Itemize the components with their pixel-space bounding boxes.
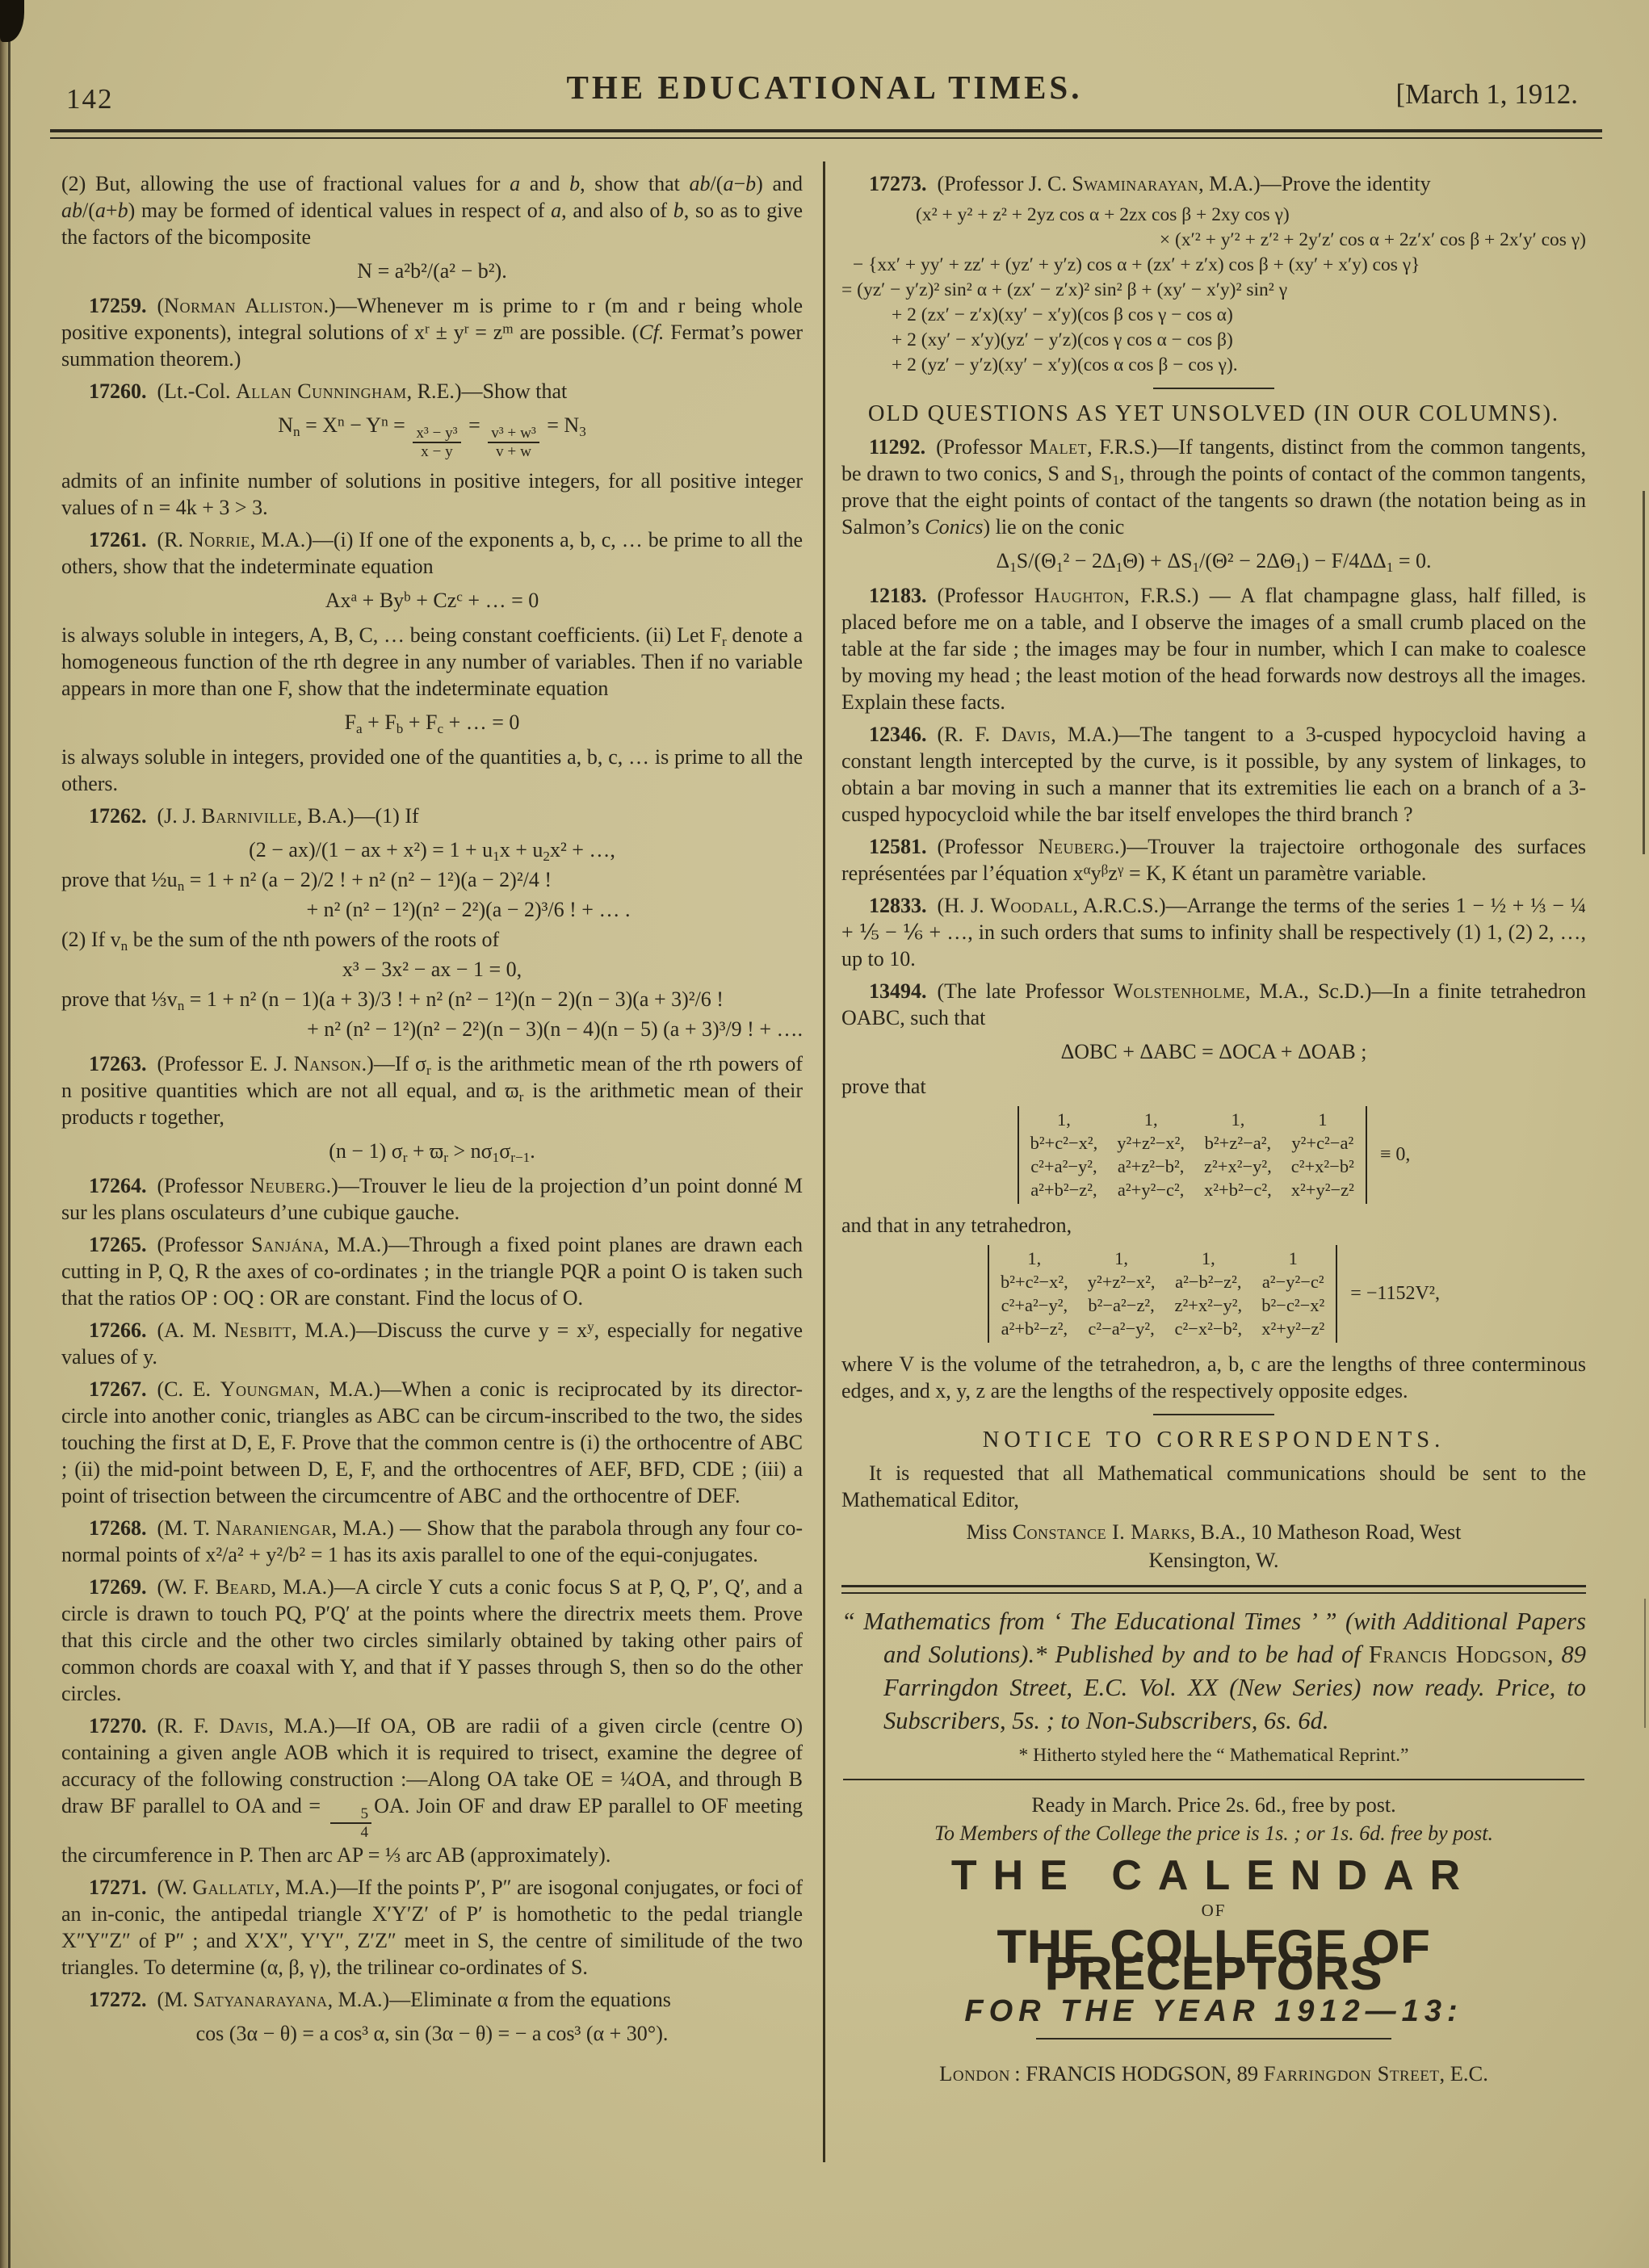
paragraph: [61, 1986, 803, 2013]
determinant-cell: 1: [1318, 1109, 1328, 1130]
equation-line: $F_a + F_b + F_c$ + … = 0: [344, 710, 520, 736]
centered-line: [841, 1547, 1586, 1574]
text-run: Nesbitt: [224, 1318, 292, 1342]
equation-line: (2) If $v_n$ be the sum of the nth powers of the roots of: [61, 927, 500, 954]
calendar-line: THE COLLEGE OF PRECEPTORS: [997, 1921, 1431, 2000]
paragraph: [841, 1073, 1586, 1100]
paragraph: [841, 170, 1586, 197]
equation-line: $Ax^a + By^b + Cz^c$ + … = 0: [325, 588, 539, 612]
equation-line: N = a²b²/(a² − b²).: [357, 259, 507, 283]
text-run: 17267.: [89, 1377, 147, 1401]
text-run: 12833.: [869, 894, 927, 917]
calendar-line: THE CALENDAR: [950, 1852, 1477, 1899]
text-run: (Professor J. C.: [926, 172, 1072, 195]
determinant-equals: ≡ 0,: [1379, 1144, 1411, 1165]
text-run: Nanson: [293, 1051, 362, 1075]
determinant-cell: b²−a²−z²,: [1088, 1295, 1155, 1315]
text-run: −: [733, 172, 746, 195]
text-run: London: [939, 2061, 1010, 2086]
paragraph: [61, 622, 803, 702]
text-run: Norrie: [189, 527, 250, 551]
paragraph: [61, 1231, 803, 1311]
rule: [1153, 1414, 1274, 1415]
scan-corner-artifact: [0, 0, 24, 42]
determinant: [841, 1106, 1586, 1204]
determinant-cell: 1,: [1231, 1109, 1245, 1130]
equation-line: + 2 (yz′ − y′z)(xy′ − x′y)(cos α cos β − cos γ).: [892, 354, 1238, 375]
determinant-grid: [1018, 1106, 1367, 1204]
section-heading: NOTICE TO CORRESPONDENTS.: [982, 1427, 1445, 1453]
text-run: Conics: [925, 515, 984, 539]
text-run: 17262.: [89, 803, 147, 828]
text-run: 12346.: [869, 723, 927, 746]
text-run: , M.A.)—Prove the identity: [1198, 172, 1431, 195]
equation: [841, 1037, 1586, 1067]
text-run: .)—Trouver la trajectoire orthogonale des surfaces représentées par l’équation $x^\alpha y^\beta z^\gamma = K$, K étant un paramètre variable.: [841, 835, 1587, 885]
text-run: Constance I. Marks: [1012, 1520, 1190, 1544]
text-run: , M.A.)—If the points P′, P″ are isogonal conjugates, or foci of an in-conic, the antipedal triangle X′Y′Z′ of P′ is homothetic to the pedal triangle X″Y″Z″ of P″ ; and X′X″, Y′Y″, Z′Z″ meet in S, the centre of similitude of the two triangles. To determine (α, β, γ), the trilinear co-ordinates of S.: [61, 1875, 804, 1979]
text-run: ) and: [756, 172, 804, 195]
text-run: 17272.: [89, 1987, 147, 2011]
text-run: Francis Hodgson: [1368, 1641, 1547, 1668]
text-run: 11292.: [869, 435, 926, 459]
text-run: (R. F.: [146, 1713, 220, 1738]
paragraph: [841, 1351, 1586, 1404]
text-run: a: [551, 199, 562, 222]
determinant-cell: c²+a²−y²,: [1001, 1295, 1068, 1315]
centered-line: [841, 2060, 1586, 2087]
text-run: Malet: [1029, 435, 1088, 459]
text-run: (M. T.: [146, 1515, 216, 1540]
text-run: , and also of: [561, 199, 673, 222]
text-run: where V is the volume of the tetrahedron, a, b, c are the lengths of three conterminous edges, and x, y, z are the lengths of the respectively opposite edges.: [841, 1352, 1586, 1402]
equation-line: − {xx′ + yy′ + zz′ + (yz′ + y′z) cos α + (zx′ + z′x) cos β + (xy′ + x′y) cos γ}: [853, 254, 1420, 275]
paragraph: [841, 978, 1586, 1031]
text-run: Sanjána: [251, 1232, 325, 1256]
text-run: .)—Whenever m is prime to r (m and r being whole positive exponents), integral solutions of $x^r \pm y^r = z^m$ are possible. (: [61, 294, 803, 344]
header-double-rule: [50, 129, 1602, 139]
determinant-cell: z²+x²−y²,: [1204, 1156, 1272, 1176]
scan-edge-artifact-right-2: [1644, 1599, 1646, 1728]
equation-line: + 2 (zx′ − z′x)(xy′ − x′y)(cos β cos γ − cos α): [892, 304, 1233, 325]
text-run: Davis: [219, 1713, 269, 1738]
determinant-cell: 1: [1288, 1248, 1298, 1268]
text-run: , F.R.S.) — A flat champagne glass, half filled, is placed before me on a table, and I observe the images of a small crumb placed on the table at the far side ; the images may be four in number, which I can make to coalesce by moving my head ; the least motion of the head forwards now destroys all the images. Explain these facts.: [841, 584, 1586, 714]
determinant-cell: a²+b²−z²,: [1030, 1180, 1097, 1200]
text-run: , M.A.)—If OA, OB are radii of a given circle (centre O) containing a given angle AOB which it is required to trisect, examine the degree of accuracy of the following construction :—Along OA take OE = ¼OA, and through B draw BF parallel to OA and = $\frac{5}{4}$ OA. Join OF and draw EP parallel to OF meeting the circumference in P. Then arc AP = ⅓ arc AB (approximately).: [61, 1713, 803, 1867]
equation-line: $\Delta_1S/(\Theta_1^2 - 2\Delta_1\Theta) + \Delta S_1/(\Theta^2 - 2\Delta\Theta_1) - F/4\Delta\Delta_1 = 0$.: [996, 549, 1432, 575]
text-run: 17261.: [89, 527, 147, 551]
column-right: [841, 165, 1586, 2089]
text-run: Davis: [1001, 723, 1051, 746]
determinant-cell: y²+z²−x²,: [1117, 1133, 1185, 1153]
paragraph: [61, 1515, 803, 1568]
text-run: Youngman: [220, 1377, 315, 1401]
determinant-cell: x²+y²−z²: [1290, 1180, 1354, 1200]
determinant-cell: a²−b²−z²,: [1175, 1272, 1242, 1292]
text-run: b: [745, 172, 757, 195]
centered-line: [841, 1519, 1586, 1545]
text-run: ) lie on the conic: [983, 515, 1125, 539]
determinant-cell: c²+x²−b²: [1290, 1156, 1354, 1176]
calendar-advert: [841, 1852, 1586, 2040]
text-run: Ready in March. Price 2s. 6d., free by post.: [1031, 1793, 1396, 1817]
text-run: prove that: [841, 1075, 926, 1098]
equation: [61, 1136, 803, 1166]
text-run: Satyanarayana: [193, 1987, 328, 2011]
text-run: 12183.: [869, 584, 927, 607]
text-run: b: [673, 199, 684, 222]
equation-line: prove that $\frac{1}{3}v_n = 1 + n^2$ (n − 1)(a + 3)/3 ! + n² (n² − 1²)(n − 2)(n − 3)(a + 3)²/6 !: [61, 987, 724, 1013]
text-run: (Lt.-Col.: [146, 379, 236, 403]
text-run: Neuberg: [1038, 835, 1115, 858]
paragraph: [61, 744, 803, 797]
text-run: ab: [61, 199, 82, 222]
equation-line: prove that $\frac{1}{2}u_n = 1 + n^2$ (a − 2)/2 ! + n² (n² − 1²)(a − 2)²/4 !: [61, 867, 552, 894]
rule: [841, 1585, 1586, 1594]
centered-line: [841, 1820, 1586, 1847]
text-run: (2) But, allowing the use of fractional values for: [61, 172, 510, 195]
column-left: [61, 165, 803, 2055]
equation-line: (x² + y² + z² + 2yz cos α + 2zx cos β + 2xy cos γ): [916, 204, 1290, 225]
text-run: Gallatly: [192, 1875, 275, 1899]
text-run: (R. F.: [926, 723, 1002, 746]
text-run: 12581.: [869, 835, 927, 858]
text-run: /(: [82, 199, 95, 222]
determinant-cell: c²+a²−y²,: [1030, 1156, 1097, 1176]
text-run: (: [146, 294, 165, 317]
equation: [61, 2019, 803, 2048]
text-run: Wolstenholme: [1113, 979, 1245, 1003]
issue-date: [March 1, 1912.: [1395, 78, 1578, 110]
paragraph: [61, 467, 803, 521]
text-run: 17269.: [89, 1574, 147, 1599]
text-run: , M.A.)—When a conic is reciprocated by its director-circle into another conic, triangles as ABC can be circum-inscribed to the two, the sides touching the first at D, E, F. Prove that the common centre is (i) the orthocentre of ABC ; (ii) the mid-point between D, E, F, and the orthocentres of AEF, BFD, CDE ; (iii) a point of trisection between the circumcentre of ABC and the orthocentre of DEF.: [61, 1377, 803, 1507]
rule: [1153, 388, 1274, 389]
paragraph: [841, 833, 1586, 887]
text-run: Naraniengar: [216, 1515, 332, 1540]
paragraph: [61, 1376, 803, 1509]
text-run: , M.A.)—The tangent to a 3-cusped hypocycloid having a constant length intercepted by the curve, is it possible, by any system of linkages, to obtain a bar moving in such a manner that its extremities lie each on a branch of a 3-cusped hypocycloid while the bar itself envelopes the third branch ?: [841, 723, 1586, 826]
text-run: : FRANCIS HODGSON, 89: [1009, 2061, 1264, 2086]
text-run: , M.A.)—A circle Y cuts a conic focus S at P, Q, P′, Q′, and a circle is drawn to touch PQ, P′Q′ at the points where the directrix meets them. Prove that this circle and the other two circles similarly obtained by taking other pairs of common chords are coaxal with Y, and that if Y passes through S, then so do the other circles.: [61, 1574, 803, 1705]
text-run: 17260.: [89, 379, 147, 403]
text-run: .)—Trouver le lieu de la projection d’un point donné M sur les plans osculateurs d’une cubique gauche.: [61, 1173, 803, 1224]
text-run: .)—If $\sigma_r$ is the arithmetic mean of the rth powers of n positive quantities which are not all equal, and $ϖ_r$ is the arithmetic mean of their products r together,: [61, 1051, 804, 1129]
equation-line: + n² (n² − 1²)(n² − 2²)(n − 3)(n − 4)(n − 5) (a + 3)³/9 ! + ….: [307, 1017, 803, 1041]
equation-line: + 2 (xy′ − x′y)(yz′ − y′z)(cos γ cos α − cos β): [892, 329, 1233, 350]
equation: [61, 410, 803, 461]
equation-line: x³ − 3x² − ax − 1 = 0,: [342, 957, 522, 981]
text-run: (J. J.: [146, 803, 202, 828]
centered-line: [841, 1792, 1586, 1818]
paragraph: [841, 892, 1586, 972]
text-run: Allan Cunningham: [236, 379, 407, 403]
text-run: and: [520, 172, 570, 195]
paragraph: [61, 378, 803, 405]
text-run: and that in any tetrahedron,: [841, 1214, 1072, 1237]
advertisement: [841, 1605, 1586, 1738]
text-run: (M.: [146, 1987, 194, 2011]
text-run: Cf.: [639, 321, 665, 344]
determinant-cell: x²+b²−c²,: [1204, 1180, 1272, 1200]
equation: [841, 203, 1586, 378]
equation: [61, 256, 803, 286]
text-run: It is requested that all Mathematical communications should be sent to the Mathematical Editor,: [841, 1461, 1586, 1511]
determinant-cell: c²−x²−b²,: [1174, 1318, 1243, 1339]
text-run: 17270.: [89, 1713, 147, 1738]
text-run: a: [94, 199, 106, 222]
determinant-cell: b²+z²−a²,: [1204, 1133, 1272, 1153]
text-run: a: [510, 172, 521, 195]
text-run: (H. J.: [926, 894, 991, 917]
paragraph: [841, 1212, 1586, 1239]
paragraph: [61, 1172, 803, 1226]
determinant-cell: 1,: [1201, 1248, 1215, 1268]
column-divider: [823, 161, 825, 2162]
determinant-cell: b²+c²−x²,: [1030, 1133, 1098, 1153]
text-run: ) may be formed of identical values in respect of: [128, 199, 552, 222]
text-run: , B.A., 10 Matheson Road, West: [1190, 1520, 1462, 1544]
determinant-cell: a²+y²−c²,: [1117, 1180, 1185, 1200]
text-run: (Professor: [146, 1173, 250, 1197]
text-run: Kensington, W.: [1148, 1549, 1279, 1572]
text-run: Farringdon Street: [1263, 2061, 1440, 2086]
text-run: , show that: [580, 172, 690, 195]
scan-edge-artifact-right: [1643, 491, 1645, 854]
text-run: is always soluble in integers, provided one of the quantities a, b, c, … is prime to all the others.: [61, 744, 803, 795]
determinant-cell: b²+c²−x²,: [1000, 1272, 1068, 1292]
text-run: , M.A.)—Eliminate α from the equations: [327, 1987, 671, 2011]
text-run: (C. E.: [146, 1377, 220, 1401]
text-run: , M.A.)—Discuss the curve $y = x^y$, especially for negative values of y.: [61, 1318, 803, 1369]
equation: [841, 546, 1586, 576]
text-run: , E.C.: [1439, 2061, 1488, 2086]
determinant-grid: [988, 1245, 1337, 1343]
scan-edge-line: [8, 0, 10, 2268]
text-run: Neuberg: [250, 1173, 326, 1197]
equation: [61, 585, 803, 615]
rule: [1036, 2038, 1391, 2040]
page-number: 142: [66, 83, 114, 115]
determinant-cell: 1,: [1056, 1109, 1071, 1130]
equation: [61, 707, 803, 737]
equation: [61, 835, 803, 1044]
text-run: (Professor E. J.: [146, 1051, 294, 1075]
paragraph: [61, 292, 803, 372]
text-run: Fermat’s power summation theorem.): [61, 321, 803, 371]
text-run: Barniville: [201, 803, 297, 828]
text-run: (Professor: [146, 1232, 252, 1256]
text-run: 13494.: [869, 979, 927, 1003]
text-run: +: [105, 199, 118, 222]
paragraph: [61, 1317, 803, 1370]
text-run: , B.A.)—(1) If: [296, 803, 419, 828]
text-run: , 89 Farringdon Street, E.C. Vol. XX (New Series) now ready. Price, to Subscribers, 5s. ; to Non-Subscribers, 6s. 6d.: [883, 1641, 1586, 1734]
text-run: is always soluble in integers, A, B, C, … being constant coefficients. (ii) Let $F_r$ denote a homogeneous function of the rth degree in any number of variables. Then if no variable appears in more than one F, show that the indeterminate equation: [61, 623, 804, 700]
text-run: , A.R.C.S.)—Arrange the terms of the series 1 − ½ + ⅓ − ¼ + ⅕ − ⅙ + …, in such orders that sums to infinity shall be respectively (1) 1, (2) 2, …, up to 10.: [841, 894, 1587, 971]
equation-line: × (x′² + y′² + z′² + 2y′z′ cos α + 2z′x′ cos β + 2x′y′ cos γ): [1159, 229, 1586, 250]
text-run: b: [569, 172, 581, 195]
determinant: [841, 1245, 1586, 1343]
text-run: /(: [710, 172, 724, 195]
paragraph: [841, 1460, 1586, 1513]
page-header: [0, 69, 1649, 115]
text-run: 17265.: [89, 1232, 147, 1256]
text-run: (W. F.: [146, 1574, 216, 1599]
text-run: Miss: [966, 1520, 1013, 1544]
text-run: , M.A., Sc.D.)—In a finite tetrahedron OABC, such that: [841, 979, 1586, 1029]
determinant-cell: y²+z²−x²,: [1087, 1272, 1156, 1292]
text-run: 17273.: [869, 172, 927, 195]
equation-line: + n² (n² − 1²)(n² − 2²)(a − 2)³/6 ! + … .: [306, 897, 631, 921]
text-run: To Members of the College the price is 1s. ; or 1s. 6d. free by post.: [934, 1822, 1494, 1845]
equation-line: (n − 1) $\sigma_r + ϖ_r > n\sigma_1\sigma_{r-1}$.: [329, 1138, 535, 1165]
determinant-cell: a²−y²−c²: [1261, 1272, 1324, 1292]
paragraph: [841, 434, 1586, 540]
rule: [843, 1779, 1584, 1780]
paragraph: [61, 526, 803, 580]
text-run: (Professor: [925, 435, 1030, 459]
determinant-cell: z²+x²−y²,: [1174, 1295, 1243, 1315]
paragraph: [61, 803, 803, 829]
determinant-cell: b²−c²−x²: [1261, 1295, 1325, 1315]
text-run: (Professor: [926, 584, 1034, 607]
paragraph: [841, 721, 1586, 828]
equation-line: cos (3α − θ) = a cos³ α, sin (3α − θ) = − a cos³ (α + 30°).: [195, 2021, 669, 2045]
text-run: , M.A.)—Through a fixed point planes are drawn each cutting in P, Q, R the axes of co-ordinates ; in the triangle PQR a point O is taken such that the ratios OP : OQ : OR are constant. Find the locus of O.: [61, 1232, 803, 1310]
text-run: 17264.: [89, 1173, 147, 1197]
text-run: ab: [689, 172, 711, 195]
text-run: , M.A.) — Show that the parabola through any four co-normal points of x²/a² + y²/b² = 1 has its axis parallel to one of the equi-conjugates.: [61, 1515, 803, 1566]
text-run: (A. M.: [146, 1318, 224, 1342]
text-run: (Professor: [926, 835, 1038, 858]
section-heading: OLD QUESTIONS AS YET UNSOLVED (IN OUR COLUMNS).: [867, 401, 1560, 426]
text-run: Woodall: [990, 894, 1073, 917]
text-run: Beard: [215, 1574, 271, 1599]
text-run: Norman Alliston: [164, 294, 324, 317]
text-run: 17259.: [89, 294, 147, 317]
determinant-equals: = −1152V²,: [1350, 1283, 1441, 1304]
text-run: , R.E.)—Show that: [406, 379, 568, 403]
paragraph: [841, 582, 1586, 715]
paragraph: [61, 170, 803, 250]
text-run: 17266.: [89, 1318, 147, 1342]
paragraph: [61, 1874, 803, 1981]
paragraph: [61, 1050, 803, 1130]
determinant-cell: y²+c²−a²: [1291, 1133, 1354, 1153]
determinant-cell: c²−a²−y²,: [1088, 1318, 1155, 1339]
text-run: b: [117, 199, 128, 222]
text-run: , F.R.S.)—If tangents, distinct from the common tangents, be drawn to two conics, S and $S_1$, through the points of contact of the common tangents, prove that the eight points of contact of the tangents so drawn (the notation being as in Salmon’s: [841, 435, 1586, 539]
equation-line: $N_n = X^n - Y^n$ = $\frac{\text{x³ − y³}}{x - y}$ = $\frac{\text{v³ + w³}}{v + w}$ = $N_3$: [278, 413, 586, 461]
text-run: (R.: [146, 527, 190, 551]
masthead-title: THE EDUCATIONAL TIMES.: [566, 69, 1083, 106]
equation-line: (2 − ax)/(1 − ax + $x^2) = 1 + u_1x + u_2x^2$ + …,: [249, 837, 615, 864]
determinant-cell: a²+z²−b²,: [1117, 1156, 1185, 1176]
text-run: (The late Professor: [926, 979, 1114, 1003]
text-run: 17268.: [89, 1515, 147, 1540]
determinant-cell: 1,: [1027, 1248, 1042, 1268]
determinant-cell: 1,: [1114, 1248, 1129, 1268]
equation-line: ΔOBC + ΔABC = ΔOCA + ΔOAB ;: [1060, 1040, 1367, 1063]
equation-line: = (yz′ − y′z)² sin² α + (zx′ − z′x)² sin² β + (xy′ − x′y)² sin² γ: [841, 279, 1288, 300]
text-run: 17263.: [89, 1051, 147, 1075]
paragraph: [61, 1574, 803, 1707]
footnote: * Hitherto styled here the “ Mathematical Reprint.”: [1018, 1745, 1409, 1766]
text-run: Haughton: [1034, 584, 1125, 607]
paragraph: [61, 1713, 803, 1868]
text-run: “ Mathematics from ‘ The Educational Times ’ ” (with Additional Papers and Solutions).* Published by and to be had of: [841, 1608, 1586, 1668]
text-run: a: [723, 172, 734, 195]
text-run: , so as to give the factors of the bicomposite: [61, 199, 803, 249]
calendar-line: OF: [1201, 1901, 1227, 1920]
text-run: admits of an infinite number of solutions in positive integers, for all positive integer values of n = 4k + 3 > 3.: [61, 468, 803, 519]
text-run: Swaminarayan: [1072, 172, 1199, 195]
text-run: (W.: [146, 1875, 193, 1899]
calendar-line: FOR THE YEAR 1912—13:: [964, 1994, 1463, 2028]
text-run: 17271.: [89, 1875, 147, 1899]
determinant-cell: 1,: [1143, 1109, 1158, 1130]
determinant-cell: x²+y²−z²: [1261, 1318, 1325, 1339]
determinant-cell: a²+b²−z²,: [1001, 1318, 1068, 1339]
text-run: , M.A.)—(i) If one of the exponents a, b, c, … be prime to all the others, show that the indeterminate equation: [61, 527, 803, 578]
